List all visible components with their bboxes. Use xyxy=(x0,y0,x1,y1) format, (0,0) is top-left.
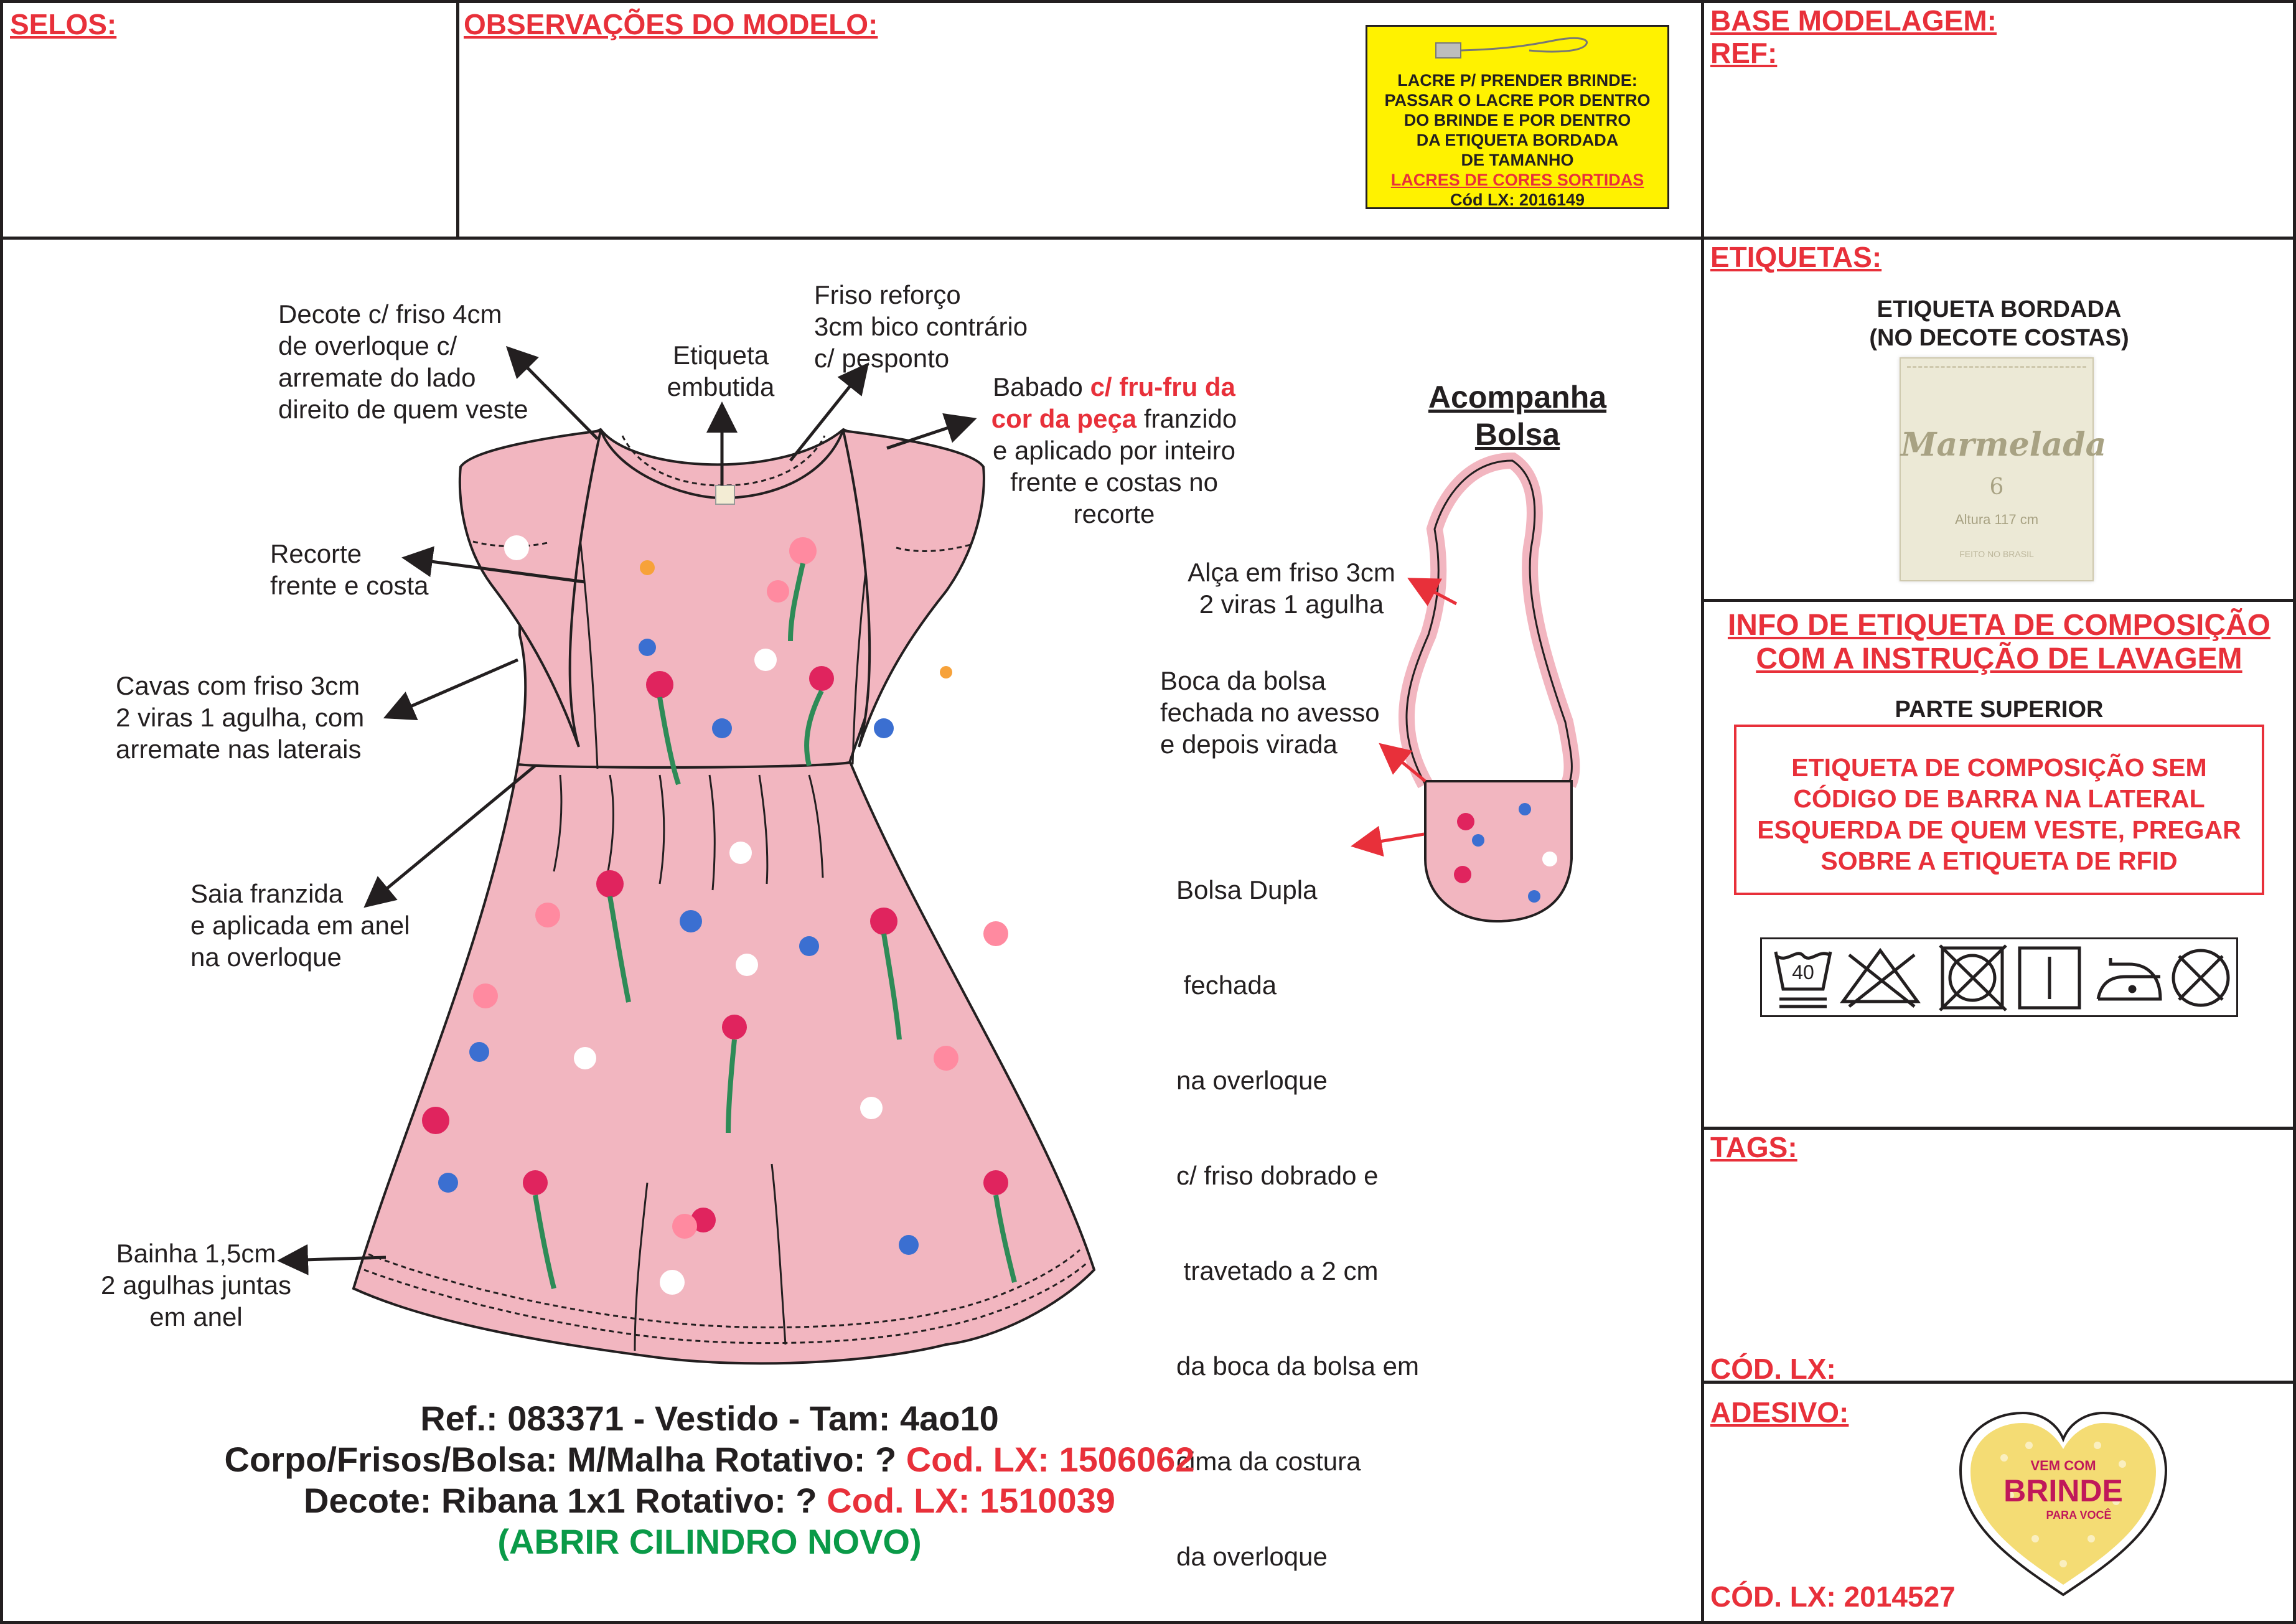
heart-text-top: VEM COM xyxy=(2030,1458,2096,1473)
note-cavas-2: 2 viras 1 agulha, com xyxy=(116,703,365,732)
tags-cod: CÓD. LX: xyxy=(1710,1353,1836,1385)
composicao-line-4: SOBRE A ETIQUETA DE RFID xyxy=(1820,847,2178,875)
etiquetas-label: ETIQUETAS: xyxy=(1710,241,1882,273)
note-etiqueta-1: Etiqueta xyxy=(672,340,769,370)
note-dupla-8: da overloque xyxy=(1176,1542,1328,1571)
right-divider-1 xyxy=(1701,237,2296,240)
label-tag xyxy=(716,486,734,504)
embroidered-label xyxy=(1900,357,2107,581)
note-babado-rest-3: recorte xyxy=(1073,499,1155,528)
iron-low-icon xyxy=(2098,958,2160,999)
composicao-title-2: COM A INSTRUÇÃO DE LAVAGEM xyxy=(1756,642,2242,675)
heart-sticker xyxy=(1954,1408,2172,1601)
note-dupla-1: Bolsa Dupla xyxy=(1176,875,1318,904)
note-boca-1: Boca da bolsa xyxy=(1160,666,1326,695)
note-friso xyxy=(814,279,1028,374)
heart-text-main: BRINDE xyxy=(2003,1473,2123,1508)
product-ref-line: Ref.: 083371 - Vestido - Tam: 4ao10 xyxy=(420,1399,999,1438)
note-babado-red1: c/ fru-fru da xyxy=(1090,372,1235,401)
product-corpo-code: Cod. LX: 1506062 xyxy=(906,1440,1195,1479)
composicao-title-1: INFO DE ETIQUETA DE COMPOSIÇÃO xyxy=(1727,609,2271,642)
note-bainha-2: 2 agulhas juntas xyxy=(101,1270,291,1300)
note-bainha xyxy=(81,1237,311,1333)
etiqueta-title-1: ETIQUETA BORDADA xyxy=(1877,296,2122,322)
observacoes-label: OBSERVAÇÕES DO MODELO: xyxy=(464,8,878,40)
tags-label: TAGS: xyxy=(1710,1131,1797,1163)
note-dupla-3: na overloque xyxy=(1176,1066,1328,1095)
bag-title-1: Acompanha xyxy=(1428,380,1607,415)
note-etiqueta-2: embutida xyxy=(667,372,775,401)
note-boca-2: fechada no avesso xyxy=(1160,698,1380,727)
note-saia xyxy=(190,878,410,973)
note-babado-rest-2: frente e costas no xyxy=(1010,467,1218,497)
lacre-line-3: DO BRINDE E POR DENTRO xyxy=(1403,111,1631,129)
note-decote-3: arremate do lado xyxy=(278,363,476,392)
label-size: 6 xyxy=(1989,474,2004,500)
line-dry-icon xyxy=(2020,948,2079,1008)
label-altura: Altura 117 cm xyxy=(1954,512,2039,527)
product-cilindro: (ABRIR CILINDRO NOVO) xyxy=(497,1522,922,1561)
etiqueta-title-2: (NO DECOTE COSTAS) xyxy=(1869,325,2129,351)
dress-skirt xyxy=(354,761,1094,1363)
note-alca xyxy=(1176,556,1407,620)
right-divider-3 xyxy=(1701,1127,2296,1130)
note-recorte-2: frente e costa xyxy=(270,571,429,600)
note-alca-1: Alça em friso 3cm xyxy=(1188,558,1395,587)
note-dupla-4: c/ friso dobrado e xyxy=(1176,1161,1379,1190)
base-modelagem-label: BASE MODELAGEM: xyxy=(1710,4,1997,37)
product-decote: Decote: Ribana 1x1 Rotativo: ? xyxy=(304,1481,827,1520)
note-boca xyxy=(1160,665,1380,760)
label-feito: FEITO NO BRASIL xyxy=(1959,549,2034,559)
note-decote-1: Decote c/ friso 4cm xyxy=(278,299,502,329)
note-babado-rest-1: e aplicado por inteiro xyxy=(993,436,1235,465)
lacre-line-1: LACRE P/ PRENDER BRINDE: xyxy=(1397,71,1638,90)
composicao-line-2: CÓDIGO DE BARRA NA LATERAL xyxy=(1793,784,2205,813)
composicao-line-3: ESQUERDA DE QUEM VESTE, PREGAR xyxy=(1757,815,2241,844)
note-friso-1: Friso reforço xyxy=(814,280,961,309)
note-dupla-2: fechada xyxy=(1176,970,1277,1000)
lacre-highlight: LACRES DE CORES SORTIDAS xyxy=(1390,171,1644,189)
note-recorte xyxy=(270,538,428,601)
note-dupla-5: travetado a 2 cm xyxy=(1176,1256,1379,1285)
note-bainha-1: Bainha 1,5cm xyxy=(116,1239,276,1268)
note-boca-3: e depois virada xyxy=(1160,730,1338,759)
adesivo-cod: CÓD. LX: 2014527 xyxy=(1710,1580,1956,1613)
note-friso-2: 3cm bico contrário xyxy=(814,312,1028,341)
note-friso-3: c/ pesponto xyxy=(814,344,950,373)
note-decote xyxy=(278,298,528,425)
composicao-line-1: ETIQUETA DE COMPOSIÇÃO SEM xyxy=(1791,753,2207,782)
adesivo-label: ADESIVO: xyxy=(1710,1396,1849,1429)
heart-text-bottom: PARA VOCÊ xyxy=(2046,1509,2112,1521)
product-corpo: Corpo/Frisos/Bolsa: M/Malha Rotativo: ? xyxy=(224,1440,906,1479)
note-cavas xyxy=(116,670,364,765)
note-saia-1: Saia franzida xyxy=(190,879,344,908)
note-babado-red2: cor da peça xyxy=(991,404,1137,433)
ref-label: REF: xyxy=(1710,37,1778,69)
wash-temp-text: 40 xyxy=(1792,961,1814,983)
note-decote-2: de overloque c/ xyxy=(278,331,457,360)
note-babado-pre: Babado xyxy=(993,372,1090,401)
note-saia-3: na overloque xyxy=(190,942,342,972)
note-saia-2: e aplicada em anel xyxy=(190,911,410,940)
composicao-title xyxy=(1702,609,2296,676)
note-recorte-1: Recorte xyxy=(270,539,362,568)
right-divider-2 xyxy=(1701,599,2296,602)
note-bainha-3: em anel xyxy=(149,1302,243,1331)
note-alca-2: 2 viras 1 agulha xyxy=(1199,589,1384,619)
etiqueta-title xyxy=(1702,295,2296,352)
note-decote-4: direito de quem veste xyxy=(278,395,528,424)
no-bleach-icon xyxy=(1843,950,1918,1007)
no-tumble-dry-icon xyxy=(1940,946,2006,1010)
product-decote-code: Cod. LX: 1510039 xyxy=(827,1481,1115,1520)
composicao-box xyxy=(1734,725,2264,895)
no-dry-clean-icon xyxy=(2173,950,2228,1005)
lacre-code: Cód LX: 2016149 xyxy=(1450,190,1585,209)
bag-body xyxy=(1425,781,1572,921)
product-spec xyxy=(87,1398,1332,1562)
lacre-line-4: DA ETIQUETA BORDADA xyxy=(1416,131,1619,149)
note-dupla-6: da boca da bolsa em xyxy=(1176,1351,1419,1381)
lacre-line-5: DE TAMANHO xyxy=(1461,151,1574,169)
label-brand: Marmelada xyxy=(1901,426,2107,464)
note-cavas-3: arremate nas laterais xyxy=(116,735,362,764)
note-babado xyxy=(977,371,1251,530)
care-symbols xyxy=(1760,937,2238,1017)
note-etiqueta xyxy=(658,339,783,403)
note-babado-post: franzido xyxy=(1136,404,1237,433)
note-cavas-1: Cavas com friso 3cm xyxy=(116,671,360,700)
bag-title-2: Bolsa xyxy=(1474,417,1560,452)
lacre-line-2: PASSAR O LACRE POR DENTRO xyxy=(1384,91,1651,110)
selos-label: SELOS: xyxy=(10,8,117,40)
parte-superior: PARTE SUPERIOR xyxy=(1895,697,2104,723)
note-dupla-7: cima da costura xyxy=(1176,1447,1361,1476)
